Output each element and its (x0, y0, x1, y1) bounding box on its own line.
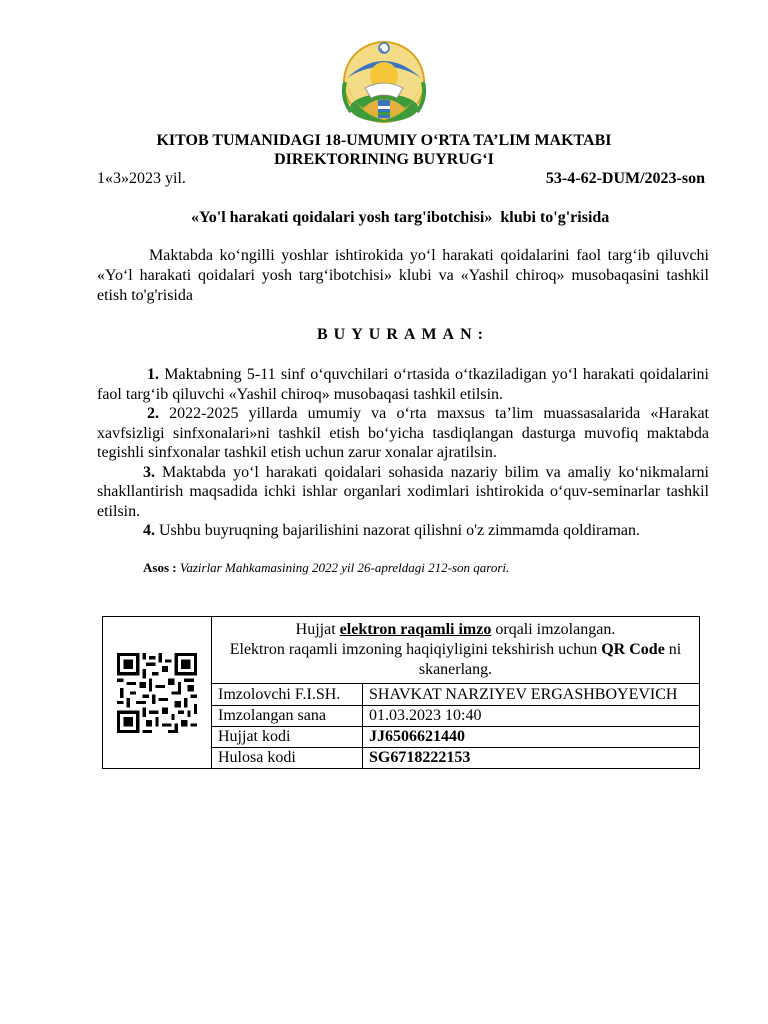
item-text: Maktabning 5-11 sinf o‘quvchilari o‘rtasida o‘tkaziladigan yo‘l harakati qoidalarini faol targ‘ib qiluvchi «Yashil chiroq» musobaqasi tashkil etilsin. (97, 366, 709, 403)
order-items (97, 365, 709, 541)
notice-line-2 (218, 640, 693, 680)
intro-paragraph: Maktabda ko‘ngilli yoshlar ishtirokida yo‘l harakati qoidalarini faol targ‘ib qiluvchi «Yo‘l harakati qoidalari yosh targ‘ibotchisi» klubi va «Yashil chiroq» musobaqasini tashkil etish to'g'risida (97, 247, 709, 304)
item-number: 3. (143, 463, 155, 481)
item-number: 4. (143, 522, 155, 539)
conclusion-code-value: SG6718222153 (363, 748, 700, 769)
notice-text: Hujjat (295, 621, 340, 638)
state-emblem-icon (337, 38, 431, 126)
notice-text: ni skanerlang. (418, 641, 682, 678)
notice-line-1 (218, 620, 693, 640)
signed-date-value: 01.03.2023 10:40 (363, 706, 700, 727)
qr-cell (103, 617, 212, 769)
notice-text: orqali imzolangan. (491, 621, 616, 638)
basis-label: Asos : (143, 560, 177, 575)
item-number: 2. (147, 405, 159, 422)
title-line-2: DIREKTORINING BUYRUG‘I (274, 151, 494, 168)
signed-date-label: Imzolangan sana (212, 706, 363, 727)
signer-label: Imzolovchi F.I.SH. (212, 684, 363, 706)
e-signature-link[interactable]: elektron raqamli imzo (339, 621, 492, 638)
document-code-label: Hujjat kodi (212, 727, 363, 748)
signature-table (102, 616, 700, 769)
order-item-4 (97, 521, 709, 541)
qr-code-icon[interactable] (117, 653, 197, 733)
document-code-value: JJ6506621440 (363, 727, 700, 748)
document-number: 53-4-62-DUM/2023-son (545, 170, 705, 187)
item-text: 2022-2025 yillarda umumiy va o‘rta maxsus ta’lim muassasalarida «Harakat xavfsizligi sinfxonalari»ni tashkil etish bo‘yicha tasdiqlangan dasturga muvofiq maktabda tegishli sinfxonalar tashkil etish uchun zarur xonalar ajratilsin. (97, 405, 709, 461)
order-item-3 (97, 463, 709, 522)
signer-value: SHAVKAT NARZIYEV ERGASHBOYEVICH (363, 684, 700, 706)
item-number: 1. (147, 366, 159, 383)
document-subject: «Yo'l harakati qoidalari yosh targ'ibotchisi» klubi to'g'risida (191, 209, 610, 226)
order-heading: BUYURAMAN: (317, 326, 489, 343)
title-line-1: KITOB TUMANIDAGI 18-UMUMIY O‘RTA TA’LIM MAKTABI (156, 132, 612, 149)
order-item-2 (97, 404, 709, 463)
qr-code-label: QR Code (601, 641, 665, 658)
basis-note (143, 560, 509, 576)
item-text: Ushbu buyruqning bajarilishini nazorat qilishni o'z zimmamda qoldiraman. (155, 522, 641, 539)
order-item-1 (97, 365, 709, 404)
basis-text: Vazirlar Mahkamasining 2022 yil 26-apreldagi 212-son qarori. (176, 560, 510, 575)
document-date: 1«3»2023 yil. (97, 170, 186, 187)
conclusion-code-label: Hulosa kodi (212, 748, 363, 769)
signature-notice (212, 617, 700, 684)
notice-text: Elektron raqamli imzoning haqiqiyligini tekshirish uchun (229, 641, 602, 658)
document-title (60, 131, 708, 169)
item-text: Maktabda yo‘l harakati qoidalari sohasida nazariy bilim va amaliy ko‘nikmalarni shakllantirish maqsadida ichki ishlar organlari xodimlari ishtirokida o‘quv-seminarlar tashkil etilsin. (97, 463, 709, 520)
